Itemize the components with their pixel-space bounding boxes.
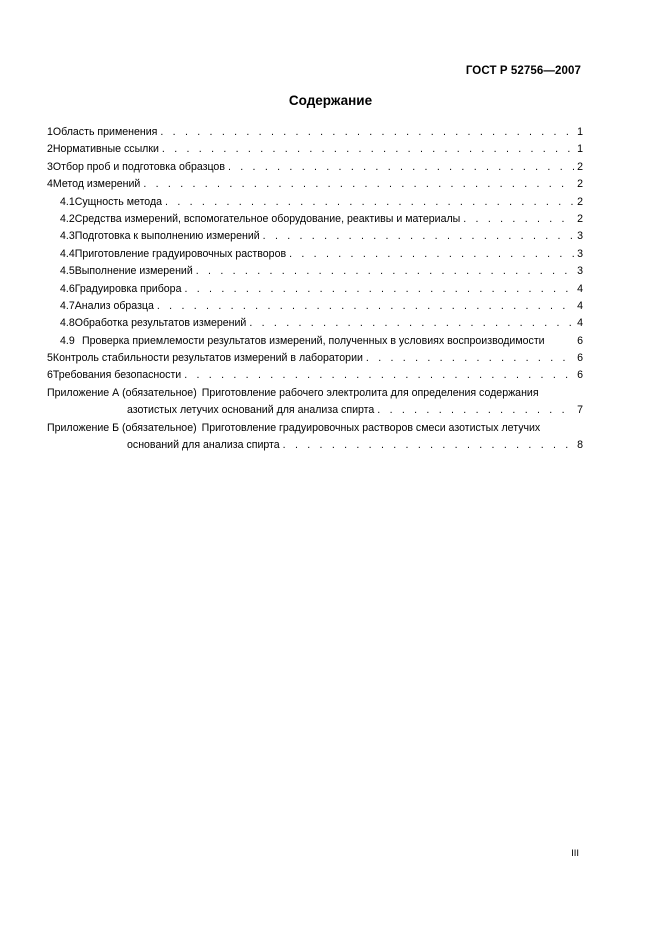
toc-entry-number: 4.2 [60, 212, 75, 225]
toc-entry-text: Обработка результатов измерений [74, 317, 247, 330]
toc-entry-page: 2 [577, 212, 583, 225]
toc-entry-page: 1 [577, 126, 583, 138]
leader-dots [377, 402, 574, 419]
leader-dots [463, 211, 574, 228]
annex-title-line1: Приготовление рабочего электролита для определения содержания [201, 386, 539, 399]
toc-entry-text: Подготовка к выполнению измерений [74, 230, 260, 243]
toc-entry-number: 3 [47, 160, 53, 173]
toc-entry-page: 4 [577, 299, 583, 312]
leader-dots [249, 315, 574, 332]
toc-entry-number: 4.8 [60, 317, 75, 330]
toc-entry-4-6[interactable] [47, 281, 583, 298]
leader-dots [165, 194, 574, 211]
toc-entry-text: Градуировка прибора [74, 282, 182, 295]
toc-entry-text: Анализ образца [74, 299, 154, 312]
leader-dots [162, 141, 574, 158]
toc-entry-4-5[interactable] [47, 263, 583, 280]
toc-entry-text: Метод измерений [52, 178, 141, 191]
toc-entry-number: 4.3 [60, 230, 75, 243]
toc-entry-number: 6 [47, 369, 53, 382]
toc-entry-number: 4.9 [60, 334, 75, 347]
toc-entry-text: Проверка приемлемости результатов измерений, полученных в условиях воспроизводимости [82, 334, 545, 347]
annex-title-line2: оснований для анализа спирта [127, 439, 280, 452]
annex-title-line1: Приготовление градуировочных растворов смеси азотистых летучих [201, 421, 541, 434]
toc-entry-4-4[interactable] [47, 246, 583, 263]
leader-dots [289, 246, 574, 263]
toc-entry-1[interactable] [47, 124, 583, 141]
toc-entry-4[interactable] [47, 176, 583, 193]
toc-entry-page: 2 [577, 178, 583, 191]
page-folio: III [571, 848, 579, 859]
toc-entry-text: Нормативные ссылки [52, 143, 159, 156]
toc-entry-2[interactable] [47, 141, 583, 158]
leader-dots [160, 124, 574, 141]
toc-entry-number: 4.6 [60, 282, 75, 295]
toc-entry-number: 5 [47, 352, 53, 365]
annex-title-line2: азотистых летучих оснований для анализа спирта [127, 404, 375, 417]
toc-entry-text: Требования безопасности [52, 369, 182, 382]
leader-dots [157, 298, 574, 315]
toc-entry-number: 4.4 [60, 247, 75, 260]
toc-entry-page: 1 [577, 143, 583, 156]
leader-dots [196, 263, 574, 280]
table-of-contents [47, 124, 583, 454]
annex-label: Приложение Б (обязательное) [47, 421, 197, 434]
standard-number: ГОСТ Р 52756—2007 [465, 65, 581, 77]
toc-entry-number: 4 [47, 178, 53, 191]
toc-entry-page: 6 [577, 369, 583, 382]
toc-title: Содержание [288, 93, 373, 108]
leader-dots [283, 437, 574, 454]
toc-entry-page: 3 [577, 247, 583, 260]
toc-entry-text: Отбор проб и подготовка образцов [52, 160, 225, 173]
toc-entry-page: 4 [577, 317, 583, 330]
toc-entry-4-7[interactable] [47, 298, 583, 315]
toc-entry-4-3[interactable] [47, 228, 583, 245]
toc-entry-4-8[interactable] [47, 315, 583, 332]
toc-entry-text: Контроль стабильности результатов измерений в лаборатории [52, 352, 363, 365]
toc-annex-a[interactable] [47, 385, 583, 420]
toc-entry-6[interactable] [47, 367, 583, 384]
toc-entry-3[interactable] [47, 159, 583, 176]
toc-annex-b[interactable] [47, 420, 583, 455]
toc-entry-number: 1 [47, 126, 53, 138]
toc-entry-number: 4.7 [60, 299, 75, 312]
leader-dots [366, 350, 574, 367]
toc-entry-4-2[interactable] [47, 211, 583, 228]
toc-entry-5[interactable] [47, 350, 583, 367]
toc-entry-number: 4.5 [60, 265, 75, 278]
toc-entry-text: Область применения [52, 126, 158, 138]
toc-entry-text: Приготовление градуировочных растворов [74, 247, 287, 260]
toc-entry-page: 8 [577, 439, 583, 452]
toc-entry-page: 3 [577, 230, 583, 243]
toc-entry-page: 6 [577, 352, 583, 365]
leader-dots [143, 176, 574, 193]
leader-dots [184, 281, 574, 298]
toc-entry-page: 3 [577, 265, 583, 278]
toc-entry-page: 4 [577, 282, 583, 295]
toc-entry-page: 2 [577, 195, 583, 208]
toc-entry-page: 2 [577, 160, 583, 173]
toc-entry-text: Сущность метода [74, 195, 163, 208]
leader-dots [184, 367, 574, 384]
toc-entry-4-1[interactable] [47, 194, 583, 211]
toc-entry-page: 7 [577, 404, 583, 417]
leader-dots [228, 159, 574, 176]
toc-entry-text: Средства измерений, вспомогательное оборудование, реактивы и материалы [74, 212, 461, 225]
leader-dots [263, 228, 574, 245]
annex-label: Приложение А (обязательное) [47, 386, 197, 399]
toc-entry-4-9[interactable] [47, 333, 583, 350]
toc-entry-page: 6 [577, 334, 583, 347]
toc-entry-number: 4.1 [60, 195, 75, 208]
toc-entry-text: Выполнение измерений [74, 265, 193, 278]
toc-entry-number: 2 [47, 143, 53, 156]
